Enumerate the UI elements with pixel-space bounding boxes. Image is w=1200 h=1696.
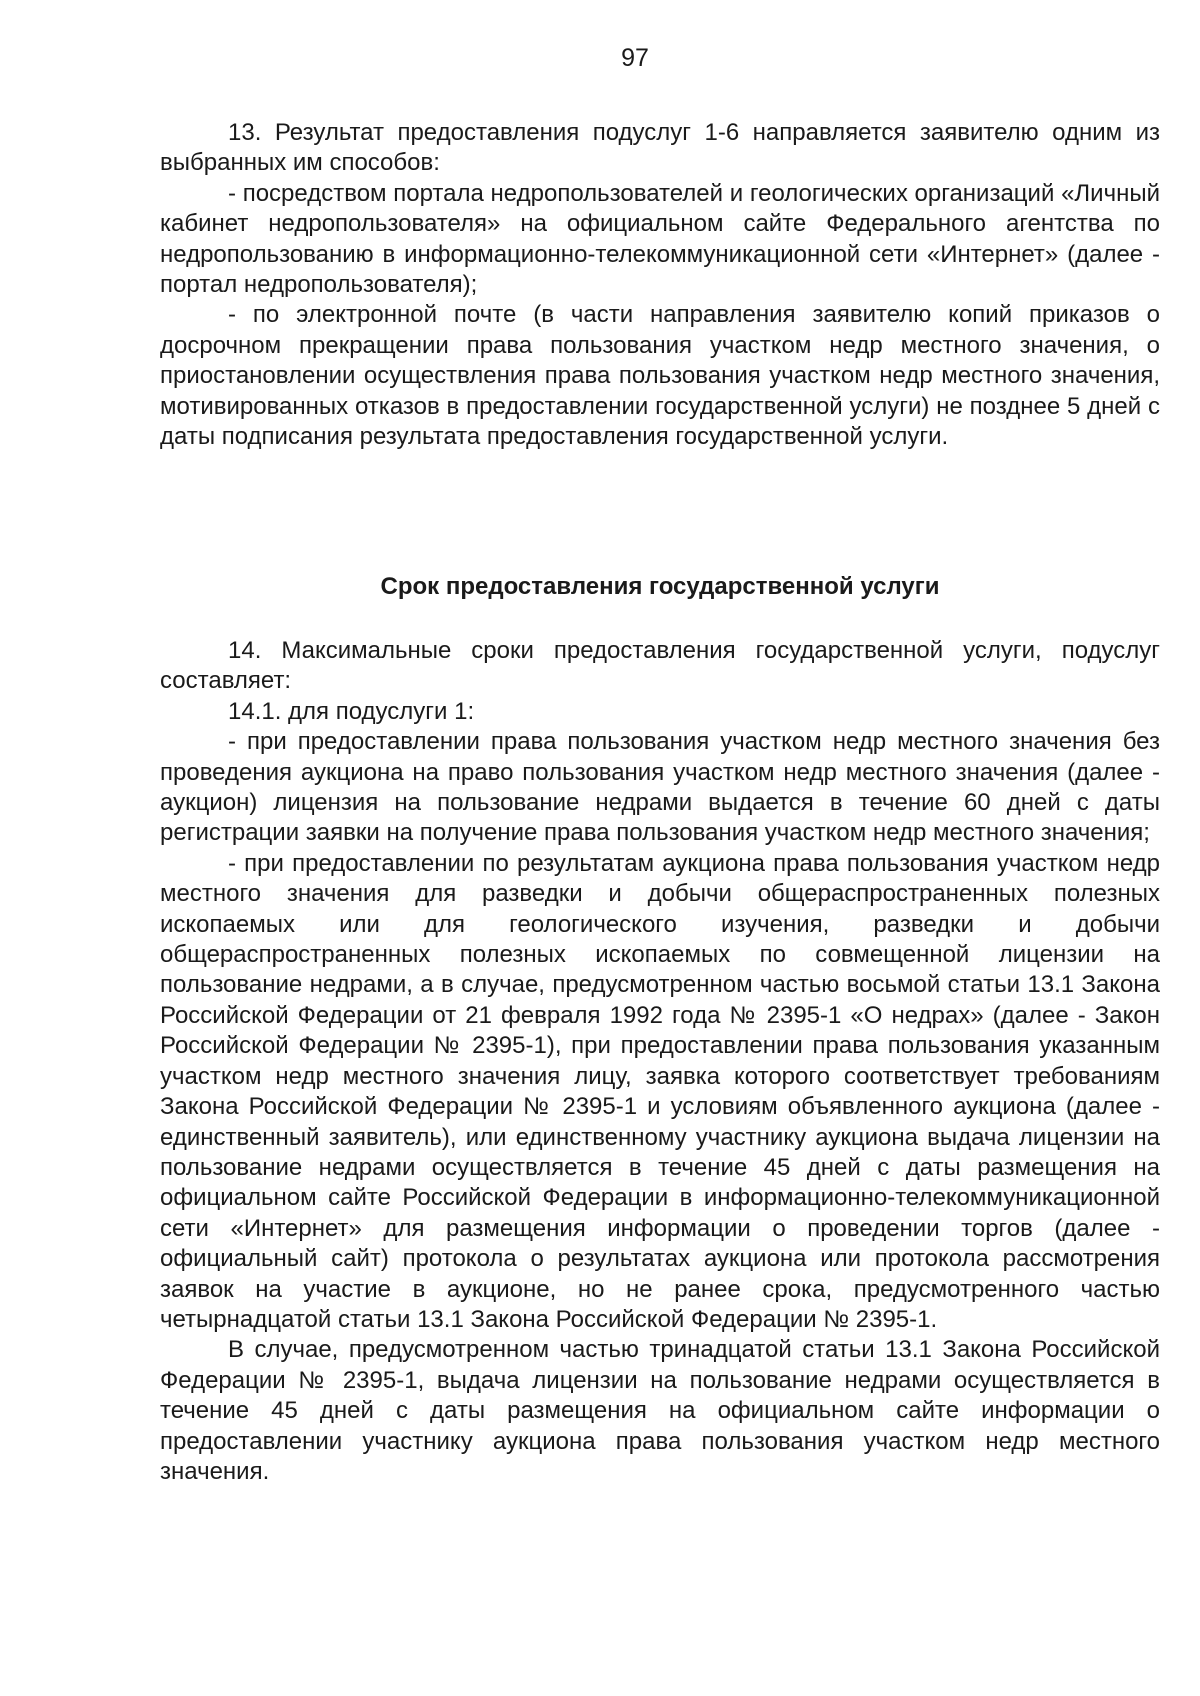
section-14 <box>160 636 1160 1487</box>
paragraph-13-email: - по электронной почте (в части направления заявителю копий приказов о досрочном прекращении права пользования участком недр местного значения, о приостановлении осуществления права пользования участком недр местного значения, мотивированных отказов в предоставлении государственной услуги) не позднее 5 дней с даты подписания результата предоставления государственной услуги. <box>160 301 1160 451</box>
paragraph-13-portal: - посредством портала недропользователей и геологических организаций «Личный кабинет недропользователя» на официальном сайте Федерального агентства по недропользованию в информационно-телекоммуникационной сети «Интернет» (далее - портал недропользователя); <box>160 179 1160 299</box>
section-heading: Срок предоставления государственной услуги <box>380 573 940 600</box>
paragraph-14-1-case-13: В случае, предусмотренном частью тринадцатой статьи 13.1 Закона Российской Федерации № 2395-1, выдача лицензии на пользование недрами осуществляется в течение 45 дней с даты размещения на официальном сайте информации о предоставлении участнику аукциона права пользования участком недр местного значения. <box>160 1336 1160 1485</box>
paragraph-14-1-auction: - при предоставлении по результатам аукциона права пользования участком недр местного значения для разведки и добычи общераспространенных полезных ископаемых или для геологического изучения, разведки и добычи общераспространенных полезных ископаемых по совмещенной лицензии на пользование недрами, а в случае, предусмотренном частью восьмой статьи 13.1 Закона Российской Федерации от 21 февраля 1992 года № 2395-1 «О недрах» (далее - Закон Российской Федерации № 2395-1), при предоставлении права пользования указанным участком недр местного значения лицу, заявка которого соответствует требованиям Закона Российской Федерации № 2395-1 и условиям объявленного аукциона (далее - единственный заявитель), или единственному участнику аукциона выдача лицензии на пользование недрами осуществляется в течение 45 дней с даты размещения на официальном сайте Российской Федерации в информационно-телекоммуникационной сети «Интернет» для размещения информации о проведении торгов (далее - официальный сайт) протокола о результатах аукциона или протокола рассмотрения заявок на участие в аукционе, но не ранее срока, предусмотренного частью четырнадцатой статьи 13.1 Закона Российской Федерации № 2395-1. <box>160 849 1160 1333</box>
paragraph-14-1: 14.1. для подуслуги 1: <box>228 697 475 725</box>
page-number: 97 <box>621 44 649 72</box>
paragraph-13: 13. Результат предоставления подуслуг 1-6 направляется заявителю одним из выбранных им способов: <box>160 119 1160 177</box>
section-13 <box>160 118 1160 452</box>
paragraph-14-1-no-auction: - при предоставлении права пользования участком недр местного значения без проведения аукциона на право пользования участком недр местного значения (далее - аукцион) лицензия на пользование недрами выдается в течение 60 дней с даты регистрации заявки на получение права пользования участком недр местного значения; <box>160 728 1160 847</box>
paragraph-14: 14. Максимальные сроки предоставления государственной услуги, подуслуг составляет: <box>160 637 1160 695</box>
